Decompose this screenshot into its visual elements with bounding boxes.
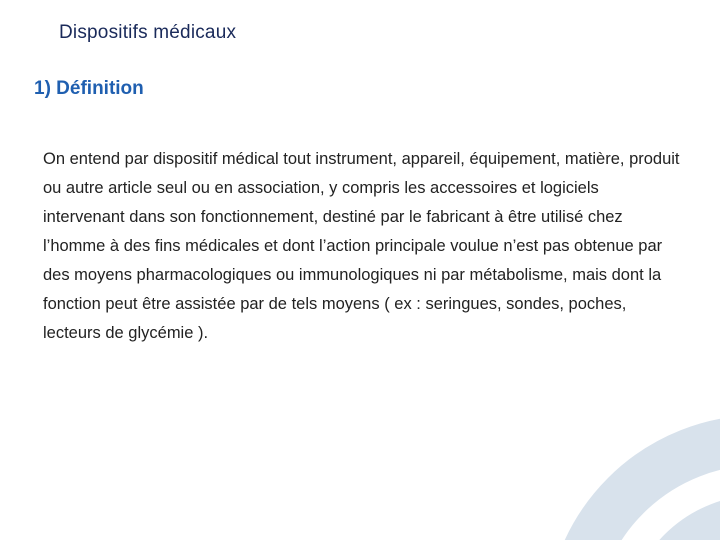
inner-arc <box>645 515 720 540</box>
section-heading: 1) Définition <box>34 78 144 99</box>
definition-paragraph: On entend par dispositif médical tout instrument, appareil, équipement, matière, produit ou autre article seul ou en association, y compris les accessoires et logiciels intervenant dans son fonctionnement, destiné par le fabricant à être utilisé chez l’homme à des fins médicales et dont l’action principale voulue n’est pas obtenue par des moyens pharmacologiques ou immunologiques ni par métabolisme, mais dont la fonction peut être assistée par de tels moyens ( ex : seringues, sondes, poches, lecteurs de glycémie ). <box>43 150 680 342</box>
slide-title: Dispositifs médicaux <box>59 22 237 43</box>
